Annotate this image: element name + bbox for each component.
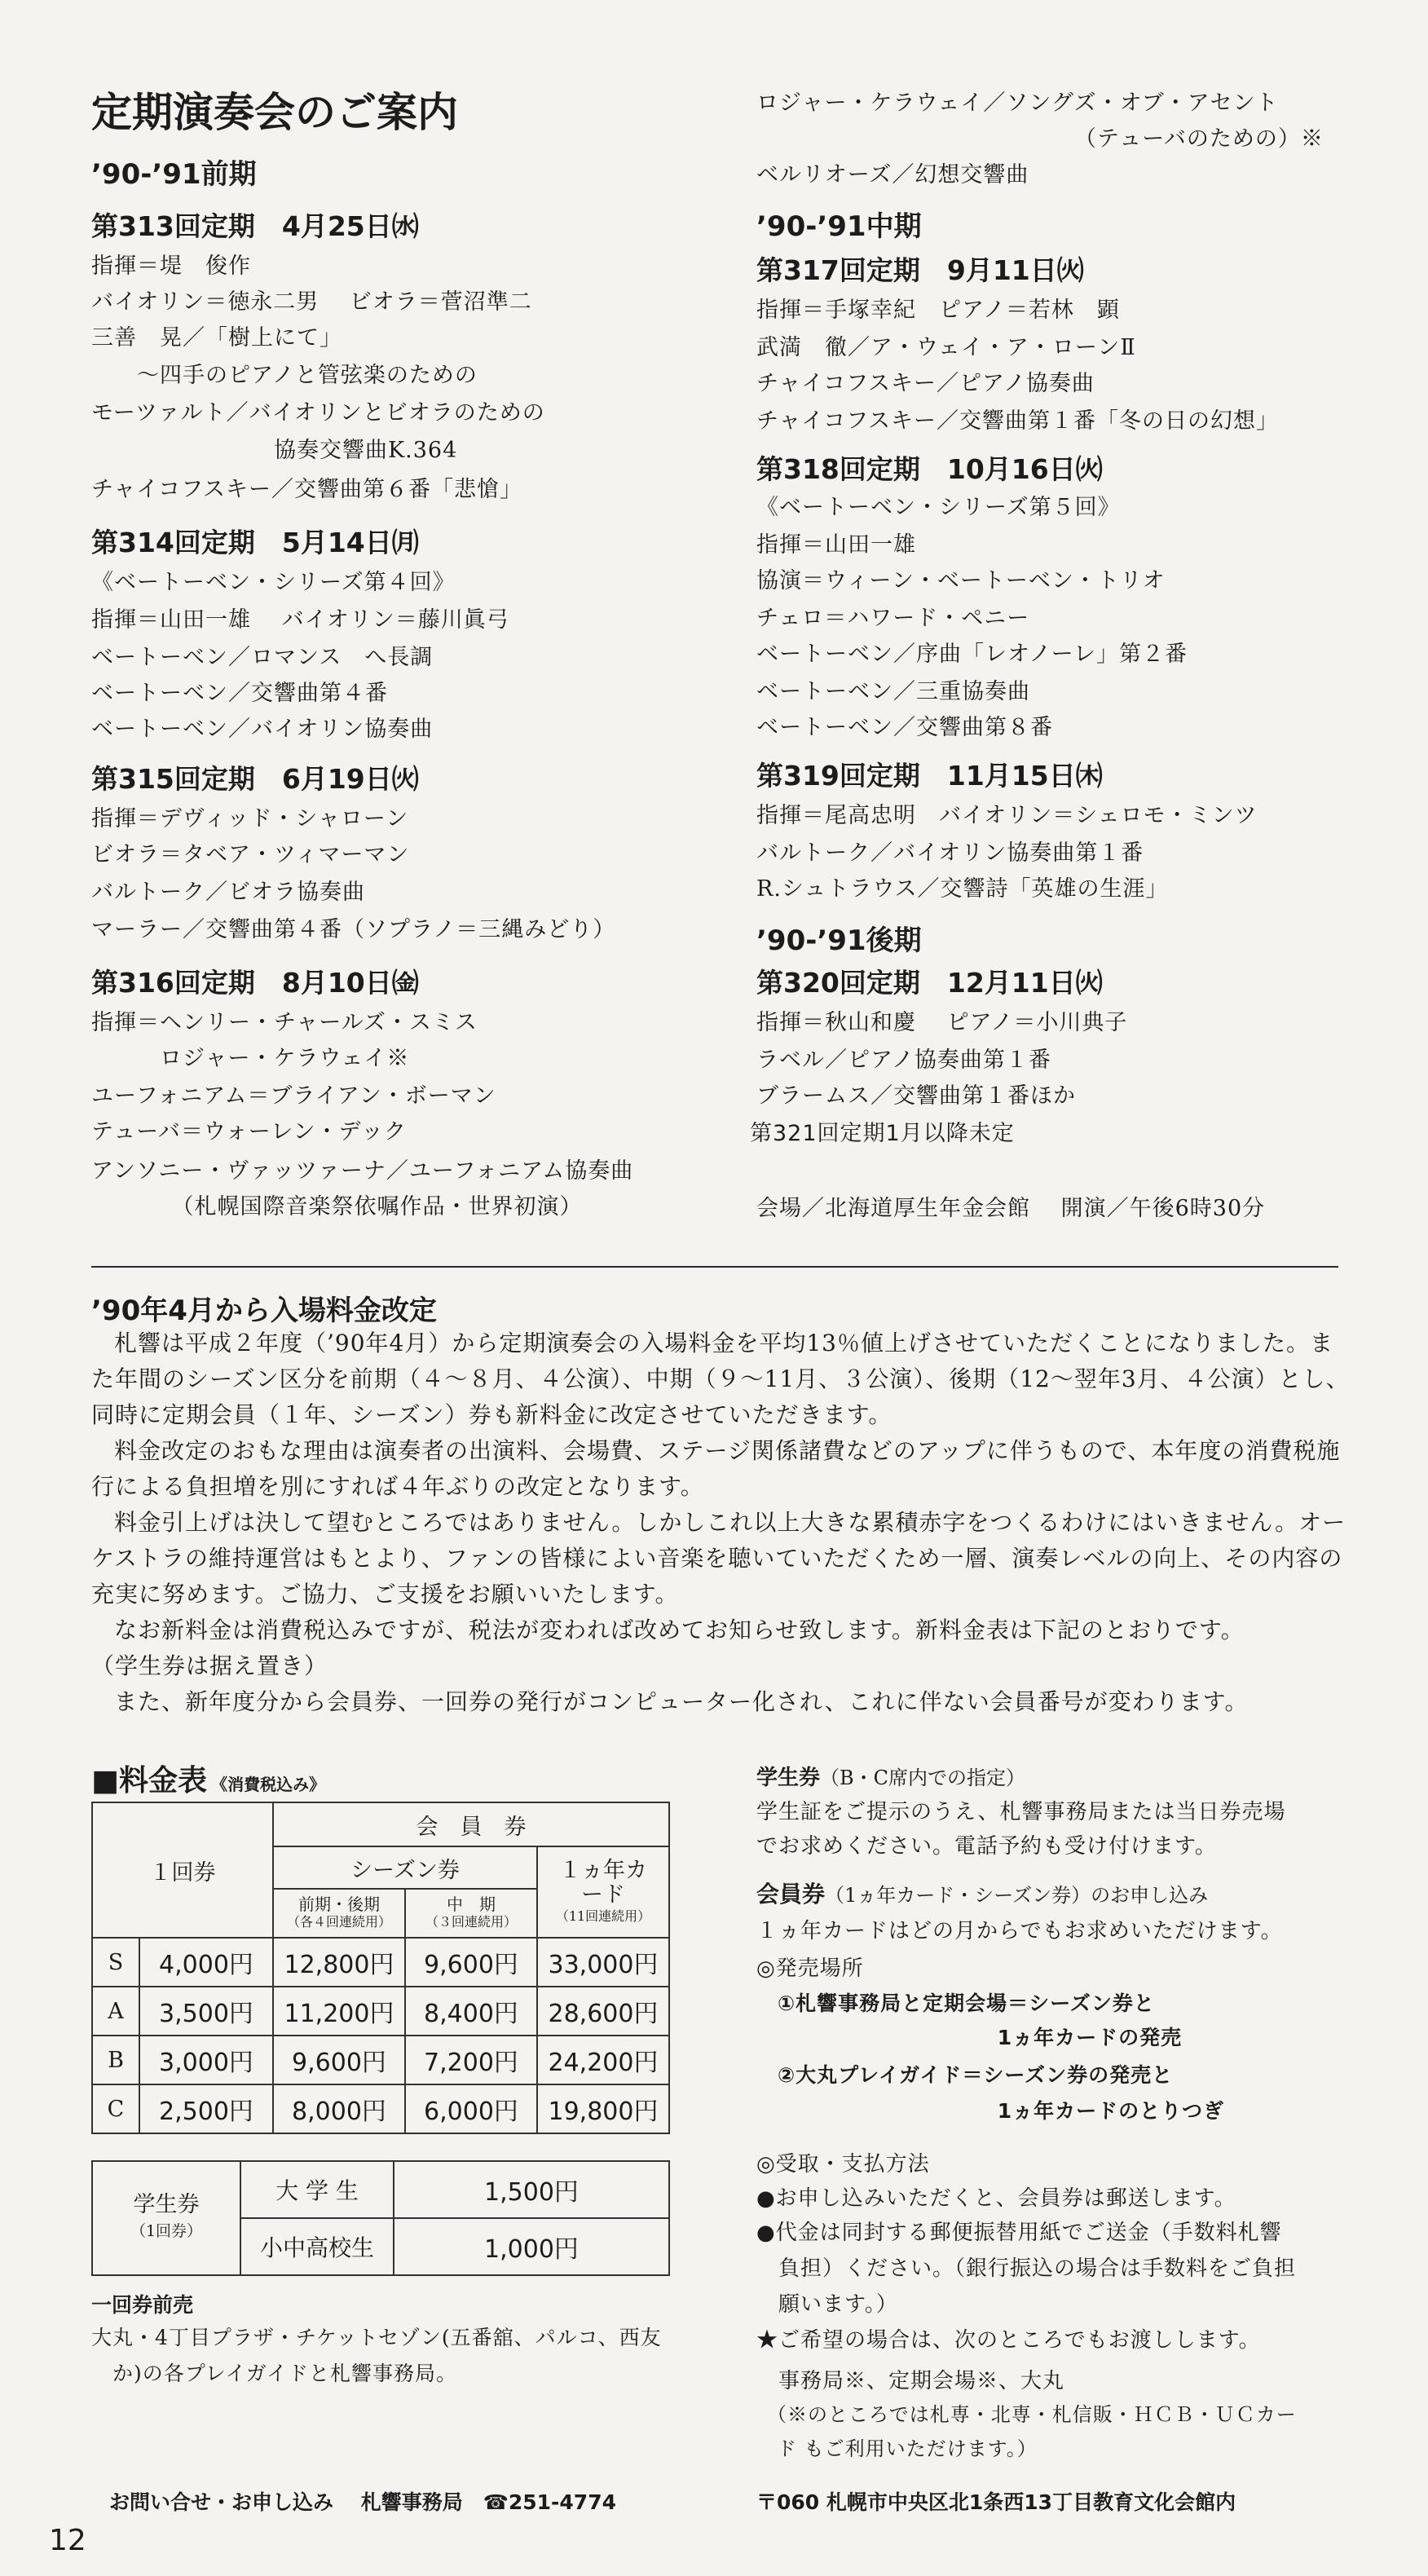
col-early-late [273, 1889, 405, 1938]
venue-info: 会場／北海道厚生年金会館 開演／午後6時30分 [756, 1196, 1266, 1221]
concert-316-cont-line: ロジャー・ケラウェイ／ソングズ・オブ・アセント [756, 90, 1279, 116]
fee-paragraph: 札響は平成２年度（’90年4月）から定期演奏会の入場料金を平均13％値上げさせていただくことになりました。また年間のシーズン区分を前期（４〜８月、４公演）、中期（９〜11月、３公演）、後期（12〜翌年3月、４公演）とし、同時に定期会員（１年、シーズン）券も新料金に改定させていただきます。 [91, 1330, 1350, 1428]
concert-316-cont-line: （テューバのための）※ [1074, 126, 1324, 152]
single-price: 4,000円 [139, 1938, 273, 1987]
concert-316-heading: 第316回定期 8月10日㈮ [91, 967, 419, 999]
student-info-line: 学生証をご提示のうえ、札響事務局または当日券売場 [756, 1800, 1286, 1824]
early-late-price: 12,800円 [273, 1938, 405, 1987]
grade-cell: C [92, 2084, 139, 2133]
student-price-table [91, 2160, 670, 2276]
col-early-late-label: 前期・後期 [298, 1895, 380, 1914]
concert-318-line: 協演＝ウィーン・ベートーベン・トリオ [756, 568, 1166, 593]
presale-line: 大丸・4丁目プラザ・チケットセゾン(五番舘、パルコ、西友 [91, 2326, 662, 2349]
table-row [92, 2036, 669, 2084]
annual-price: 33,000円 [537, 1938, 669, 1987]
member-info-heading [756, 1877, 1208, 1909]
mid-price: 9,600円 [405, 1938, 537, 1987]
grade-cell: B [92, 2036, 139, 2084]
student-info-line: でお求めください。電話予約も受け付けます。 [756, 1834, 1217, 1859]
col-annual-note: （11回連続用） [555, 1908, 651, 1924]
col-annual [537, 1846, 669, 1938]
concert-315-line: ビオラ＝タベア・ツィマーマン [91, 842, 410, 867]
concert-320-line: ラベル／ピアノ協奏曲第１番 [756, 1048, 1051, 1073]
payment-line: 負担）ください。（銀行振込の場合は手数料をご負担 [756, 2256, 1297, 2281]
concert-314-line: 指揮＝山田一雄 バイオリン＝藤川眞弓 [91, 607, 509, 633]
col-mid-note: （３回連続用） [425, 1914, 517, 1930]
mid-price: 7,200円 [405, 2036, 537, 2084]
fee-revision-heading: ’90年4月から入場料金改定 [91, 1295, 437, 1327]
page-title: 定期演奏会のご案内 [91, 89, 458, 136]
concert-313-line: モーツァルト／バイオリンとビオラのための [91, 400, 545, 426]
price-table [91, 1802, 670, 2134]
concert-319-line: バルトーク／バイオリン協奏曲第１番 [756, 840, 1144, 866]
col-season: シーズン券 [273, 1846, 537, 1889]
single-price: 3,000円 [139, 2036, 273, 2084]
concert-317-line: チャイコフスキー／交響曲第１番「冬の日の幻想」 [756, 408, 1280, 434]
early-late-price: 11,200円 [273, 1987, 405, 2036]
student-type: 小中高校生 [240, 2218, 394, 2275]
fee-paragraph: 料金改定のおもな理由は演奏者の出演料、会場費、ステージ関係諸費などのアップに伴うもので、本年度の消費税施行による負担増を別にすれば４年ぶりの改定となります。 [91, 1437, 1341, 1500]
concert-313-line: 協奏交響曲K.364 [91, 438, 458, 463]
fee-paragraph: なお新料金は消費税込みですが、税法が変われば改めてお知らせ致します。新料金表は下記のとおりです。 [114, 1617, 1245, 1643]
student-price: 1,500円 [394, 2161, 669, 2218]
col-mid-label: 中 期 [447, 1895, 496, 1914]
concert-321-note: 第321回定期1月以降未定 [750, 1121, 1015, 1146]
grade-cell: A [92, 1987, 139, 2036]
concert-315-line: 指揮＝デヴィッド・シャローン [91, 806, 409, 831]
concert-314-line: ベートーベン／バイオリン協奏曲 [91, 717, 434, 742]
concert-313-line: 三善 晃／「樹上にて」 [91, 325, 342, 351]
student-info-note: （B・C席内での指定） [820, 1767, 1026, 1789]
payment-line: ◎受取・支払方法 [756, 2152, 930, 2177]
col-member: 会 員 券 [273, 1802, 669, 1846]
concert-315-heading: 第315回定期 6月19日㈫ [91, 763, 419, 795]
concert-315-line: バルトーク／ビオラ協奏曲 [91, 880, 365, 905]
concert-313-line: 〜四手のピアノと管弦楽のための [91, 363, 478, 388]
presale-line: か)の各プレイガイドと札響事務局。 [91, 2362, 458, 2385]
concert-318-line: ベートーベン／三重協奏曲 [756, 679, 1030, 704]
student-price: 1,000円 [394, 2218, 669, 2275]
early-late-price: 8,000円 [273, 2084, 405, 2133]
concert-313-line: チャイコフスキー／交響曲第６番「悲愴」 [91, 477, 523, 502]
student-info-title: 学生券 [756, 1766, 821, 1790]
concert-319-heading: 第319回定期 11月15日㈭ [756, 760, 1103, 792]
member-info-title: 会員券 [756, 1881, 826, 1908]
concert-318-line: 指揮＝山田一雄 [756, 532, 916, 558]
concert-316-line: テューバ＝ウォーレン・デック [91, 1119, 408, 1145]
concert-320-line: 指揮＝秋山和慶 ピアノ＝小川典子 [756, 1010, 1128, 1035]
table-row [92, 2084, 669, 2133]
mid-price: 6,000円 [405, 2084, 537, 2133]
payment-line: ●お申し込みいただくと、会員券は郵送します。 [756, 2186, 1236, 2211]
concert-317-line: 指揮＝手塚幸紀 ピアノ＝若林 顕 [756, 298, 1120, 323]
mid-price: 8,400円 [405, 1987, 537, 2036]
member-info-line: 1ヵ年カードのとりつぎ [756, 2099, 1225, 2123]
member-info-line: 1ヵ年カードの発売 [756, 2026, 1183, 2049]
concert-314-heading: 第314回定期 5月14日㈪ [91, 527, 419, 558]
concert-318-line: ベートーベン／交響曲第８番 [756, 715, 1053, 740]
member-info-line: ◎発売場所 [756, 1956, 864, 1981]
concert-320-line: ブラームス／交響曲第１番ほか [756, 1083, 1076, 1109]
fee-paragraph: （学生券は据え置き） [91, 1652, 328, 1679]
annual-price: 28,600円 [537, 1987, 669, 2036]
concert-317-line: 武満 徹／ア・ウェイ・ア・ローンⅡ [756, 335, 1136, 360]
member-info-line: ①札響事務局と定期会場＝シーズン券と [756, 1992, 1155, 2015]
student-info-heading [756, 1761, 1025, 1791]
concert-316-line: 指揮＝ヘンリー・チャールズ・スミス [91, 1010, 478, 1035]
col-mid [405, 1889, 537, 1938]
concert-318-heading: 第318回定期 10月16日㈫ [756, 453, 1103, 485]
footer-contact: お問い合せ・お申し込み 札響事務局 ☎251-4774 [109, 2490, 616, 2514]
concert-314-line: ベートーベン／交響曲第４番 [91, 681, 388, 706]
season-early-heading: ’90-’91前期 [91, 158, 257, 191]
student-type: 大 学 生 [240, 2161, 394, 2218]
concert-316-line: ロジャー・ケラウェイ※ [91, 1046, 410, 1071]
concert-318-line: ベートーベン／序曲「レオノーレ」第２番 [756, 642, 1188, 667]
payment-line: ●代金は同封する郵便振替用紙でご送金（手数料札響 [756, 2221, 1282, 2245]
concert-313-heading: 第313回定期 4月25日㈬ [91, 210, 419, 242]
concert-316-cont-line: ベルリオーズ／幻想交響曲 [756, 162, 1029, 187]
table-row [92, 1987, 669, 2036]
single-price: 3,500円 [139, 1987, 273, 2036]
footer-address: 〒060 札幌市中央区北1条西13丁目教育文化会館内 [756, 2490, 1236, 2514]
concert-320-heading: 第320回定期 12月11日㈫ [756, 967, 1103, 999]
section-divider [91, 1266, 1338, 1268]
concert-313-line: バイオリン＝徳永二男 ビオラ＝菅沼準二 [91, 289, 532, 315]
season-late-heading: ’90-’91後期 [756, 924, 922, 957]
concert-316-line: アンソニー・ヴァッツァーナ／ユーフォニアム協奏曲 [91, 1158, 634, 1184]
annual-price: 24,200円 [537, 2036, 669, 2084]
price-table-title-text: ■料金表 [91, 1764, 208, 1797]
price-table-title [91, 1758, 325, 1799]
concert-316-line: ユーフォニアム＝ブライアン・ボーマン [91, 1083, 496, 1109]
concert-319-line: R.シュトラウス／交響詩「英雄の生涯」 [756, 876, 1169, 902]
price-table-tax-note: 《消費税込み》 [211, 1775, 326, 1794]
annual-price: 19,800円 [537, 2084, 669, 2133]
concert-314-line: ベートーベン／ロマンス へ長調 [91, 645, 434, 670]
concert-319-line: 指揮＝尾高忠明 バイオリン＝シェロモ・ミンツ [756, 803, 1258, 828]
member-info-line: １ヵ年カードはどの月からでもお求めいただけます。 [756, 1919, 1283, 1943]
fee-revision-body [91, 1325, 1351, 1720]
concert-317-heading: 第317回定期 9月11日㈫ [756, 254, 1084, 286]
page-number: 12 [49, 2524, 86, 2557]
payment-line: 事務局※、定期会場※、大丸 [756, 2369, 1065, 2393]
payment-line: 願います。） [756, 2292, 898, 2317]
col-single: １回券 [92, 1802, 273, 1938]
student-label-cell [92, 2161, 240, 2275]
student-label-note: （1回券） [130, 2222, 203, 2240]
fee-paragraph: また、新年度分から会員券、一回券の発行がコンピューター化され、これに伴ない会員番号が変わります。 [114, 1688, 1249, 1715]
payment-line: ド もご利用いただけます。） [756, 2437, 1038, 2460]
table-row [92, 1938, 669, 1987]
concert-316-line: （札幌国際音楽祭依嘱作品・世界初演） [91, 1194, 583, 1220]
table-row [92, 2161, 669, 2218]
concert-314-line: 《ベートーベン・シリーズ第４回》 [91, 570, 456, 595]
concert-318-line: 《ベートーベン・シリーズ第５回》 [756, 495, 1121, 520]
payment-line: ★ご希望の場合は、次のところでもお渡しします。 [756, 2328, 1261, 2353]
col-early-late-note: （各４回連続用） [286, 1914, 391, 1930]
col-annual-label: １ヵ年カード [559, 1858, 647, 1908]
grade-cell: S [92, 1938, 139, 1987]
concert-313-line: 指揮＝堤 俊作 [91, 254, 251, 279]
fee-paragraph: 料金引上げは決して望むところではありません。しかしこれ以上大きな累積赤字をつくるわけにはいきません。オーケストラの維持運営はもとより、ファンの皆様によい音楽を聴いていただくため一層、演奏レベルの向上、その内容の充実に努めます。ご協力、ご支援をお願いいたします。 [91, 1509, 1346, 1608]
concert-318-line: チェロ＝ハワード・ペニー [756, 606, 1030, 631]
student-label: 学生券 [133, 2192, 200, 2217]
concert-317-line: チャイコフスキー／ピアノ協奏曲 [756, 371, 1095, 396]
season-mid-heading: ’90-’91中期 [756, 210, 922, 243]
presale-heading: 一回券前売 [91, 2293, 194, 2317]
member-info-line: ②大丸プレイガイド＝シーズン券の発売と [756, 2063, 1174, 2087]
early-late-price: 9,600円 [273, 2036, 405, 2084]
single-price: 2,500円 [139, 2084, 273, 2133]
payment-line: （※のところでは札専・北専・札信販・ＨＣＢ・ＵＣカー [756, 2403, 1297, 2426]
concert-315-line: マーラー／交響曲第４番（ソプラノ＝三縄みどり） [91, 917, 616, 942]
member-info-note: （1ヵ年カード・シーズン券）のお申し込み [825, 1884, 1209, 1907]
